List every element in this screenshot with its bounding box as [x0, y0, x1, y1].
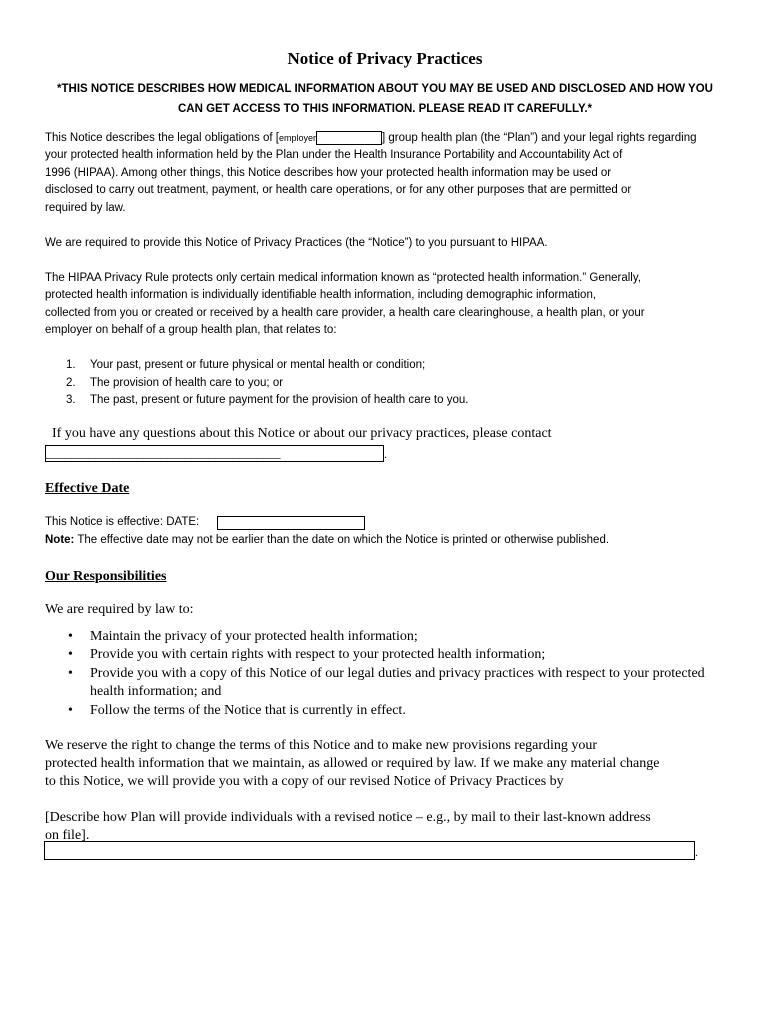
list-item: • Provide you with a copy of this Notice of our legal duties and privacy practices with respect to your protected health information; and	[68, 665, 705, 700]
effective-date-input[interactable]	[217, 516, 365, 530]
page-title: Notice of Privacy Practices	[287, 49, 483, 68]
effective-date-heading: Effective Date	[45, 481, 130, 496]
bullet-icon: •	[68, 665, 73, 681]
list-item: 2. The provision of health care to you; or	[66, 376, 284, 389]
describe-line-2: on file].	[45, 828, 90, 844]
privacy-rule-line-2: protected health information is individually identifiable health information, including demographic information,	[45, 289, 597, 302]
subtitle-line-1: *THIS NOTICE DESCRIBES HOW MEDICAL INFORMATION ABOUT YOU MAY BE USED AND DISCLOSED AND HOW YOU	[57, 83, 713, 95]
contact-input[interactable]: _______________________________________	[45, 445, 384, 462]
bullet-icon: •	[68, 702, 73, 718]
describe-paragraph	[45, 809, 735, 845]
reserve-line-3: to this Notice, we will provide you with a copy of our revised Notice of Privacy Practices by	[45, 774, 564, 790]
note-label: Note:	[45, 534, 75, 546]
privacy-rule-line-1: The HIPAA Privacy Rule protects only certain medical information known as “protected health information.” Generally,	[45, 272, 641, 284]
effective-date-note: Note: The effective date may not be earlier than the date on which the Notice is printed or otherwise published.	[45, 534, 610, 546]
revised-period: .	[695, 845, 698, 859]
intro-paragraph	[45, 130, 760, 217]
bullet-icon: •	[68, 629, 73, 644]
list-item: • Follow the terms of the Notice that is currently in effect.	[68, 702, 728, 720]
responsibilities-intro: We are required by law to:	[45, 602, 194, 617]
employer-placeholder: employer	[278, 133, 316, 143]
intro-line-5: required by law.	[45, 201, 126, 214]
reserve-line-1: We reserve the right to change the terms of this Notice and to make new provisions regarding your	[45, 738, 598, 753]
effective-date-label: This Notice is effective: DATE:	[45, 516, 200, 528]
describe-line-1: [Describe how Plan will provide individuals with a revised notice – e.g., by mail to their last-known address	[45, 810, 651, 825]
list-item: • Provide you with certain rights with respect to your protected health information;	[68, 646, 728, 664]
contact-period: .	[384, 447, 387, 461]
intro-line-3: 1996 (HIPAA). Among other things, this Notice describes how your protected health information may be used or	[45, 166, 612, 179]
intro-line-2: your protected health information held by the Plan under the Health Insurance Portability and Accountability Act of	[45, 149, 623, 162]
privacy-rule-line-3: collected from you or created or received by a health care provider, a health care clearinghouse, a health plan, or your	[45, 306, 645, 319]
intro-line-4: disclosed to carry out treatment, payment, or health care operations, or for any other purposes that are permitted or	[45, 184, 632, 197]
intro-line-1: This Notice describes the legal obligations of [employer ] group health plan (the “Plan”) and your legal rights regarding	[45, 132, 697, 144]
privacy-rule-paragraph	[45, 270, 760, 340]
responsibilities-heading: Our Responsibilities	[45, 569, 167, 584]
privacy-rule-line-4: employer on behalf of a group health plan, that relates to:	[45, 324, 337, 337]
responsibilities-list	[68, 628, 728, 720]
relates-to-list	[66, 357, 756, 410]
notice-subtitle	[30, 79, 740, 119]
subtitle-line-2: CAN GET ACCESS TO THIS INFORMATION. PLEASE READ IT CAREFULLY.*	[177, 103, 593, 115]
bullet-icon: •	[68, 647, 73, 663]
list-item: • Maintain the privacy of your protected health information;	[68, 628, 728, 646]
contact-text: If you have any questions about this Notice or about our privacy practices, please contact	[52, 426, 552, 441]
revised-notice-input[interactable]	[44, 841, 695, 860]
reserve-paragraph	[45, 737, 735, 792]
list-item: 1. Your past, present or future physical or mental health or condition;	[66, 359, 426, 371]
reserve-line-2: protected health information that we maintain, as allowed or required by law. If we make any material change	[45, 756, 660, 772]
employer-input[interactable]	[316, 131, 382, 145]
list-item: 3. The past, present or future payment for the provision of health care to you.	[66, 394, 469, 407]
required-notice-text: We are required to provide this Notice of Privacy Practices (the “Notice”) to you pursuant to HIPAA.	[45, 237, 548, 249]
